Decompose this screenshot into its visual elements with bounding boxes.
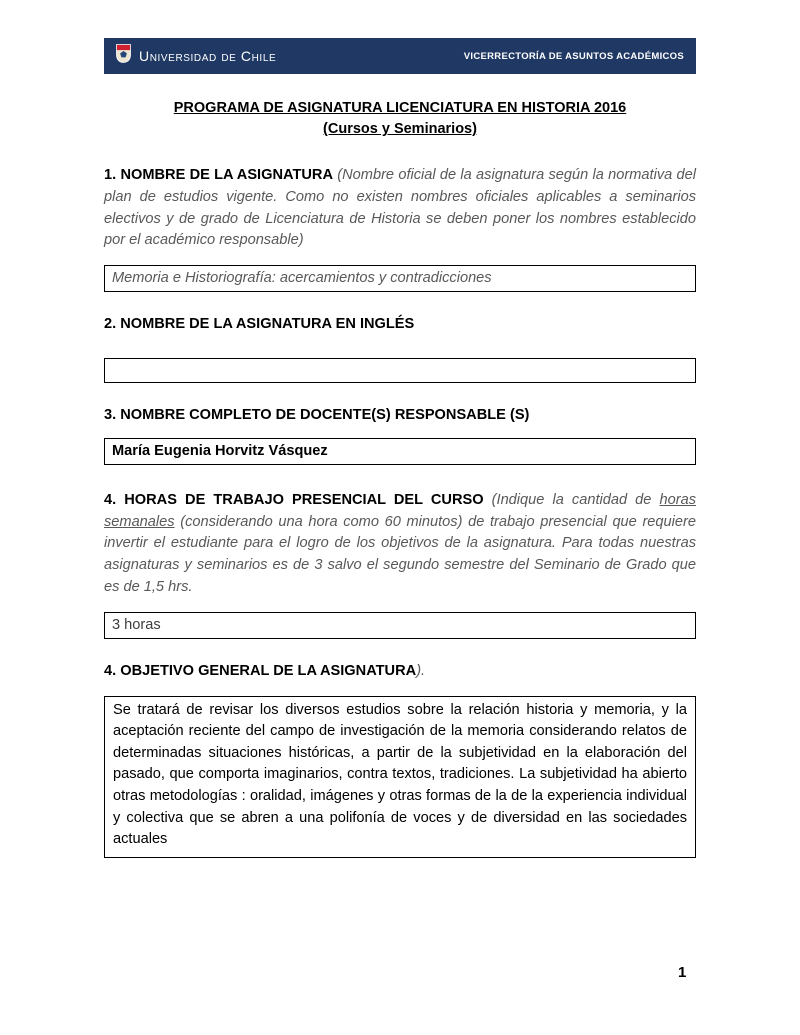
- section-4-description-underlined: horas semanales: [104, 491, 696, 530]
- section-2-value-box: [104, 358, 696, 383]
- course-name-value: Memoria e Historiografía: acercamientos y contradicciones: [112, 270, 492, 287]
- section-1-heading: 1. NOMBRE DE LA ASIGNATURA: [104, 167, 333, 183]
- objective-text: Se tratará de revisar los diversos estudios sobre la relación historia y memoria, y la aceptación reciente del campo de investigación de la memoria considerando relatos de determinadas situaciones históricas, a partir de la subjetividad en la elaboración del pasado, que comporta imaginarios, contra textos, tradiciones. La subjetividad ha abierto otras metodologías : oralidad, imágenes y otras formas de la de la experiencia individual y colectiva que se abren a una polifonía de voces y de diversidad en las sociedades actuales: [113, 701, 687, 848]
- title-line-2: (Cursos y Seminarios): [323, 121, 477, 137]
- section-1-description: (Nombre oficial de la asignatura según la normativa del plan de estudios vigente. Como no existen nombres oficiales aplicables a seminarios electivos y de grado de Licenciatura de Historia se deben poner los nombres establecido por el académico responsable): [104, 167, 696, 249]
- section-4-description-part1: (Indique la cantidad de: [491, 491, 660, 508]
- document-title: [104, 98, 696, 140]
- section-4-paragraph: [104, 490, 696, 599]
- section-4-heading: 4. HORAS DE TRABAJO PRESENCIAL DEL CURSO: [104, 491, 484, 508]
- section-2-paragraph: [104, 314, 696, 336]
- section-4-description-part2: (considerando una hora como 60 minutos) de trabajo presencial que requiere invertir el estudiante para el logro de los objetivos de la asignatura. Para todas nuestras asignaturas y seminarios es de 3 salvo el segundo semestre del Seminario de Grado que es de 1,5 hrs.: [104, 513, 696, 595]
- section-5-heading: 4. OBJETIVO GENERAL DE LA ASIGNATURA: [104, 662, 417, 679]
- section-3-heading: 3. NOMBRE COMPLETO DE DOCENTE(S) RESPONSABLE (S): [104, 406, 530, 423]
- section-1-value-box: [104, 265, 696, 292]
- section-4-value-box: [104, 612, 696, 639]
- section-3-value-box: [104, 438, 696, 465]
- section-2-heading: 2. NOMBRE DE LA ASIGNATURA EN INGLÉS: [104, 316, 415, 333]
- title-line-1: PROGRAMA DE ASIGNATURA LICENCIATURA EN HISTORIA 2016: [173, 100, 627, 116]
- hours-value: 3 horas: [112, 616, 161, 633]
- university-name: Universidad de Chile: [139, 48, 277, 64]
- department-name: VICERRECTORÍA DE ASUNTOS ACADÉMICOS: [463, 50, 684, 62]
- section-3-paragraph: [104, 405, 696, 427]
- section-5-heading-suffix: ).: [416, 662, 426, 679]
- header-banner: [104, 38, 696, 74]
- university-crest-icon: [116, 44, 131, 68]
- university-brand: [116, 44, 276, 68]
- page-number: 1: [678, 964, 687, 981]
- section-5-paragraph: [104, 661, 696, 683]
- section-1-paragraph: [104, 165, 696, 252]
- professor-name-value: María Eugenia Horvitz Vásquez: [112, 442, 328, 459]
- section-5-value-box: [104, 696, 696, 858]
